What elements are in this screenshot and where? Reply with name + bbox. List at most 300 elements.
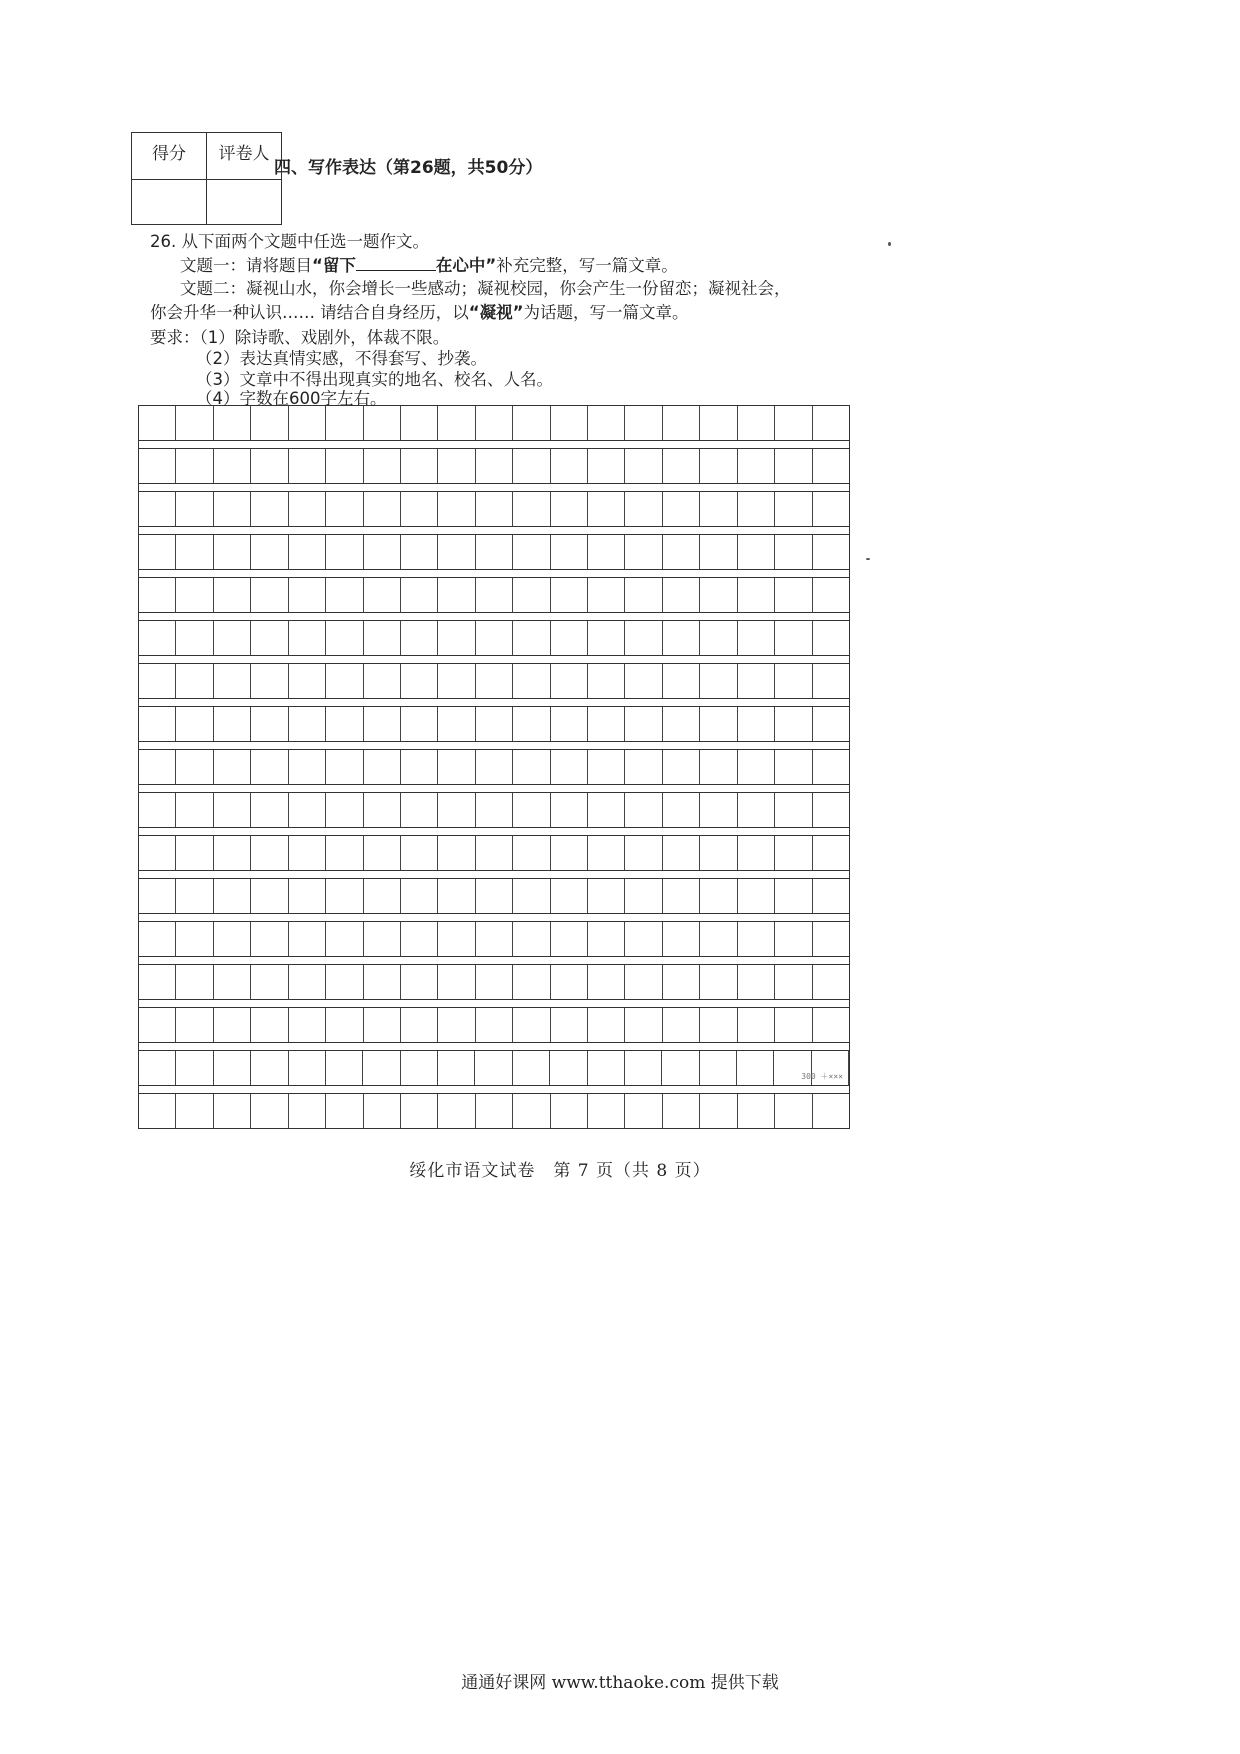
grid-cell[interactable] [401,621,438,655]
grid-cell[interactable] [214,664,251,698]
grid-cell[interactable] [550,1051,587,1085]
grid-cell[interactable] [625,664,662,698]
grid-cell[interactable] [775,750,812,784]
grid-cell[interactable] [251,750,288,784]
grid-cell[interactable] [214,922,251,956]
grid-cell[interactable] [813,793,849,827]
grid-cell[interactable] [176,1008,213,1042]
grid-cell[interactable] [700,750,737,784]
writing-grid[interactable] [138,405,850,1129]
grid-cell[interactable] [438,1008,475,1042]
grid-cell[interactable] [775,664,812,698]
grid-cell[interactable] [588,621,625,655]
grid-cell[interactable] [551,492,588,526]
grid-cell[interactable] [401,664,438,698]
grid-cell[interactable] [139,535,176,569]
grid-cell[interactable] [738,965,775,999]
grid-cell[interactable] [700,1094,737,1128]
grid-cell[interactable] [438,707,475,741]
grid-cell[interactable] [513,965,550,999]
grid-cell[interactable] [700,965,737,999]
grid-cell[interactable] [775,707,812,741]
grid-cell[interactable] [176,707,213,741]
grid-cell[interactable] [289,793,326,827]
grid-cell[interactable] [289,664,326,698]
grid-cell[interactable] [139,492,176,526]
grid-cell[interactable] [700,535,737,569]
grid-cell[interactable] [476,836,513,870]
grid-cell[interactable] [251,1051,288,1085]
grid-cell[interactable] [438,664,475,698]
grid-cell[interactable] [326,492,363,526]
grid-cell[interactable] [588,1094,625,1128]
grid-cell[interactable] [700,1051,737,1085]
grid-cell[interactable] [251,707,288,741]
grid-cell[interactable] [476,707,513,741]
grid-cell[interactable] [326,922,363,956]
grid-cell[interactable] [214,707,251,741]
grid-cell[interactable] [625,793,662,827]
grid-cell[interactable] [401,406,438,440]
grid-cell[interactable] [176,492,213,526]
grid-cell[interactable] [738,1008,775,1042]
grid-cell[interactable] [663,535,700,569]
grid-cell[interactable] [476,492,513,526]
grid-cell[interactable] [326,793,363,827]
grid-cell[interactable] [326,664,363,698]
grid-cell[interactable] [588,406,625,440]
grid-cell[interactable] [438,578,475,612]
grid-cell[interactable] [513,1094,550,1128]
grid-cell[interactable] [289,1094,326,1128]
grid-cell[interactable] [625,922,662,956]
grid-cell[interactable] [813,1008,849,1042]
grid-cell[interactable] [289,492,326,526]
grid-cell[interactable] [401,793,438,827]
grid-cell[interactable] [251,449,288,483]
grid-cell[interactable] [700,879,737,913]
grid-cell[interactable] [326,621,363,655]
grid-cell[interactable] [738,578,775,612]
grid-cell[interactable] [775,879,812,913]
grid-cell[interactable] [401,836,438,870]
grid-cell[interactable] [663,578,700,612]
grid-cell[interactable] [700,621,737,655]
grid-cell[interactable] [176,406,213,440]
grid-cell[interactable] [214,621,251,655]
grid-cell[interactable] [663,750,700,784]
grid-cell[interactable] [513,492,550,526]
grid-cell[interactable] [551,1094,588,1128]
grid-cell[interactable] [551,578,588,612]
grid-cell[interactable] [401,1094,438,1128]
grid-cell[interactable] [176,1094,213,1128]
grid-cell[interactable] [588,965,625,999]
grid-cell[interactable] [475,1051,512,1085]
grid-cell[interactable] [513,449,550,483]
grid-cell[interactable] [176,1051,213,1085]
grid-cell[interactable] [139,707,176,741]
grid-cell[interactable] [737,1051,774,1085]
grid-cell[interactable] [364,535,401,569]
grid-cell[interactable] [513,836,550,870]
grid-cell[interactable] [364,922,401,956]
grid-cell[interactable] [738,621,775,655]
grid-cell[interactable] [364,965,401,999]
grid-cell[interactable] [588,492,625,526]
grid-cell[interactable] [513,578,550,612]
grid-cell[interactable] [289,922,326,956]
grid-cell[interactable] [476,535,513,569]
grid-cell[interactable] [513,707,550,741]
grid-cell[interactable] [588,1051,625,1085]
grid-cell[interactable] [438,793,475,827]
grid-cell[interactable] [214,449,251,483]
grid-cell[interactable] [139,406,176,440]
grid-cell[interactable] [251,406,288,440]
grid-cell[interactable] [401,578,438,612]
grid-cell[interactable] [176,965,213,999]
grid-cell[interactable] [662,1051,699,1085]
grid-cell[interactable] [551,793,588,827]
grid-cell[interactable] [289,578,326,612]
grid-cell[interactable] [588,707,625,741]
grid-cell[interactable] [813,922,849,956]
grid-cell[interactable] [289,836,326,870]
grid-cell[interactable] [139,965,176,999]
grid-cell[interactable] [775,965,812,999]
grid-cell[interactable] [438,621,475,655]
grid-cell[interactable] [139,1051,176,1085]
grid-cell[interactable] [700,578,737,612]
grid-cell[interactable] [625,965,662,999]
grid-cell[interactable] [401,492,438,526]
grid-cell[interactable] [139,879,176,913]
grid-cell[interactable] [775,1094,812,1128]
grid-cell[interactable] [700,922,737,956]
grid-cell[interactable] [251,879,288,913]
grid-cell[interactable] [438,1094,475,1128]
grid-cell[interactable] [476,406,513,440]
grid-cell[interactable] [251,621,288,655]
grid-cell[interactable] [214,535,251,569]
grid-cell[interactable] [625,449,662,483]
grid-cell[interactable] [663,836,700,870]
grid-cell[interactable] [551,879,588,913]
grid-cell[interactable] [139,664,176,698]
grid-cell[interactable] [476,922,513,956]
grader-field[interactable] [207,180,282,225]
grid-cell[interactable] [813,492,849,526]
grid-cell[interactable] [738,406,775,440]
grid-cell[interactable] [364,578,401,612]
grid-cell[interactable] [139,449,176,483]
grid-cell[interactable] [813,750,849,784]
grid-cell[interactable] [738,922,775,956]
grid-cell[interactable] [700,707,737,741]
grid-cell[interactable] [700,836,737,870]
grid-cell[interactable] [775,406,812,440]
grid-cell[interactable] [363,1051,400,1085]
grid-cell[interactable] [251,664,288,698]
grid-cell[interactable] [551,707,588,741]
grid-cell[interactable] [775,449,812,483]
grid-cell[interactable] [139,578,176,612]
grid-cell[interactable] [663,492,700,526]
grid-cell[interactable] [775,1008,812,1042]
grid-cell[interactable] [326,707,363,741]
grid-cell[interactable] [289,965,326,999]
grid-cell[interactable] [738,750,775,784]
grid-cell[interactable] [663,1008,700,1042]
grid-cell[interactable] [176,621,213,655]
grid-cell[interactable] [700,664,737,698]
grid-cell[interactable] [251,922,288,956]
grid-cell[interactable] [214,750,251,784]
grid-cell[interactable] [251,1008,288,1042]
grid-cell[interactable] [176,578,213,612]
grid-cell[interactable] [700,492,737,526]
grid-cell[interactable] [476,793,513,827]
grid-cell[interactable] [738,449,775,483]
grid-cell[interactable] [326,750,363,784]
grid-cell[interactable] [813,707,849,741]
grid-cell[interactable] [326,578,363,612]
grid-cell[interactable] [663,879,700,913]
grid-cell[interactable] [513,750,550,784]
grid-cell[interactable] [251,836,288,870]
grid-cell[interactable] [401,879,438,913]
grid-cell[interactable] [476,879,513,913]
grid-cell[interactable] [625,707,662,741]
grid-cell[interactable] [625,750,662,784]
grid-cell[interactable] [251,793,288,827]
grid-cell[interactable] [438,836,475,870]
grid-cell[interactable] [551,836,588,870]
grid-cell[interactable] [438,965,475,999]
grid-cell[interactable] [513,922,550,956]
grid-cell[interactable] [588,1008,625,1042]
grid-cell[interactable] [625,1051,662,1085]
grid-cell[interactable] [551,406,588,440]
grid-cell[interactable] [700,793,737,827]
grid-cell[interactable] [476,1094,513,1128]
grid-cell[interactable] [775,922,812,956]
grid-cell[interactable] [700,406,737,440]
grid-cell[interactable] [214,793,251,827]
grid-cell[interactable] [139,750,176,784]
grid-cell[interactable] [513,535,550,569]
grid-cell[interactable] [738,535,775,569]
grid-cell[interactable] [775,793,812,827]
grid-cell[interactable] [476,750,513,784]
grid-cell[interactable] [214,406,251,440]
grid-cell[interactable] [775,492,812,526]
score-field[interactable] [132,180,207,225]
grid-cell[interactable] [551,922,588,956]
grid-cell[interactable] [625,578,662,612]
grid-cell[interactable] [476,578,513,612]
grid-cell[interactable] [364,879,401,913]
grid-cell[interactable] [176,535,213,569]
grid-cell[interactable] [738,664,775,698]
grid-cell[interactable] [214,578,251,612]
grid-cell[interactable] [513,1008,550,1042]
grid-cell[interactable] [326,965,363,999]
grid-cell[interactable] [364,406,401,440]
grid-cell[interactable] [738,492,775,526]
grid-cell[interactable] [251,535,288,569]
grid-cell[interactable] [176,750,213,784]
grid-cell[interactable] [289,621,326,655]
grid-cell[interactable] [364,449,401,483]
grid-cell[interactable] [401,922,438,956]
grid-cell[interactable] [513,664,550,698]
grid-cell[interactable] [738,836,775,870]
grid-cell[interactable] [289,879,326,913]
grid-cell[interactable] [326,1008,363,1042]
grid-cell[interactable] [775,535,812,569]
grid-cell[interactable] [176,793,213,827]
grid-cell[interactable] [700,1008,737,1042]
grid-cell[interactable] [401,965,438,999]
grid-cell[interactable] [513,406,550,440]
grid-cell[interactable] [438,879,475,913]
grid-cell[interactable] [438,535,475,569]
grid-cell[interactable] [364,1094,401,1128]
grid-cell[interactable] [513,793,550,827]
grid-cell[interactable] [139,1008,176,1042]
grid-cell[interactable] [326,1094,363,1128]
grid-cell[interactable] [551,1008,588,1042]
grid-cell[interactable] [813,535,849,569]
grid-cell[interactable] [364,1008,401,1042]
grid-cell[interactable] [176,449,213,483]
grid-cell[interactable] [326,879,363,913]
grid-cell[interactable] [663,406,700,440]
grid-cell[interactable] [364,836,401,870]
grid-cell[interactable] [625,879,662,913]
grid-cell[interactable] [625,1094,662,1128]
grid-cell[interactable] [289,449,326,483]
grid-cell[interactable] [551,965,588,999]
grid-cell[interactable] [551,664,588,698]
grid-cell[interactable] [663,793,700,827]
grid-cell[interactable] [813,879,849,913]
grid-cell[interactable] [364,707,401,741]
grid-cell[interactable] [738,793,775,827]
grid-cell[interactable] [289,1051,326,1085]
grid-cell[interactable] [588,578,625,612]
grid-cell[interactable] [700,449,737,483]
grid-cell[interactable] [551,449,588,483]
grid-cell[interactable] [588,750,625,784]
grid-cell[interactable] [588,535,625,569]
grid-cell[interactable] [251,492,288,526]
grid-cell[interactable] [438,492,475,526]
grid-cell[interactable] [813,836,849,870]
grid-cell[interactable] [513,621,550,655]
grid-cell[interactable] [625,621,662,655]
grid-cell[interactable] [251,1094,288,1128]
grid-cell[interactable] [214,965,251,999]
grid-cell[interactable] [513,1051,550,1085]
grid-cell[interactable] [813,1094,849,1128]
grid-cell[interactable] [176,664,213,698]
grid-cell[interactable] [663,922,700,956]
grid-cell[interactable] [139,621,176,655]
grid-cell[interactable] [551,750,588,784]
grid-cell[interactable] [588,449,625,483]
grid-cell[interactable] [214,1094,251,1128]
grid-cell[interactable] [738,707,775,741]
grid-cell[interactable] [139,793,176,827]
grid-cell[interactable] [176,879,213,913]
grid-cell[interactable] [214,1051,251,1085]
grid-cell[interactable] [214,492,251,526]
grid-cell[interactable] [551,535,588,569]
grid-cell[interactable] [139,922,176,956]
grid-cell[interactable] [588,836,625,870]
grid-cell[interactable] [438,449,475,483]
grid-cell[interactable] [251,578,288,612]
grid-cell[interactable] [139,1094,176,1128]
grid-cell[interactable] [551,621,588,655]
grid-cell[interactable] [663,965,700,999]
grid-cell[interactable] [326,535,363,569]
grid-cell[interactable] [476,1008,513,1042]
grid-cell[interactable] [738,1094,775,1128]
grid-cell[interactable] [588,922,625,956]
grid-cell[interactable] [588,793,625,827]
grid-cell[interactable] [289,535,326,569]
grid-cell[interactable] [289,750,326,784]
grid-cell[interactable] [813,664,849,698]
grid-cell[interactable] [663,621,700,655]
grid-cell[interactable] [401,707,438,741]
grid-cell[interactable] [476,621,513,655]
grid-cell[interactable] [289,406,326,440]
grid-cell[interactable] [401,1008,438,1042]
grid-cell[interactable] [625,406,662,440]
grid-cell[interactable] [364,793,401,827]
grid-cell[interactable] [326,836,363,870]
grid-cell[interactable] [663,449,700,483]
grid-cell[interactable] [813,965,849,999]
grid-cell[interactable] [214,879,251,913]
grid-cell[interactable] [513,879,550,913]
grid-cell[interactable] [401,449,438,483]
grid-cell[interactable] [625,1008,662,1042]
grid-cell[interactable] [364,492,401,526]
grid-cell[interactable] [176,922,213,956]
grid-cell[interactable] [438,406,475,440]
grid-cell[interactable] [775,621,812,655]
grid-cell[interactable] [364,750,401,784]
grid-cell[interactable] [438,750,475,784]
grid-cell[interactable] [289,1008,326,1042]
grid-cell[interactable] [438,922,475,956]
grid-cell[interactable] [476,664,513,698]
grid-cell[interactable] [364,664,401,698]
grid-cell[interactable] [476,965,513,999]
grid-cell[interactable] [625,836,662,870]
grid-cell[interactable] [364,621,401,655]
grid-cell[interactable] [588,879,625,913]
grid-cell[interactable] [289,707,326,741]
grid-cell[interactable] [401,1051,438,1085]
grid-cell[interactable] [625,492,662,526]
